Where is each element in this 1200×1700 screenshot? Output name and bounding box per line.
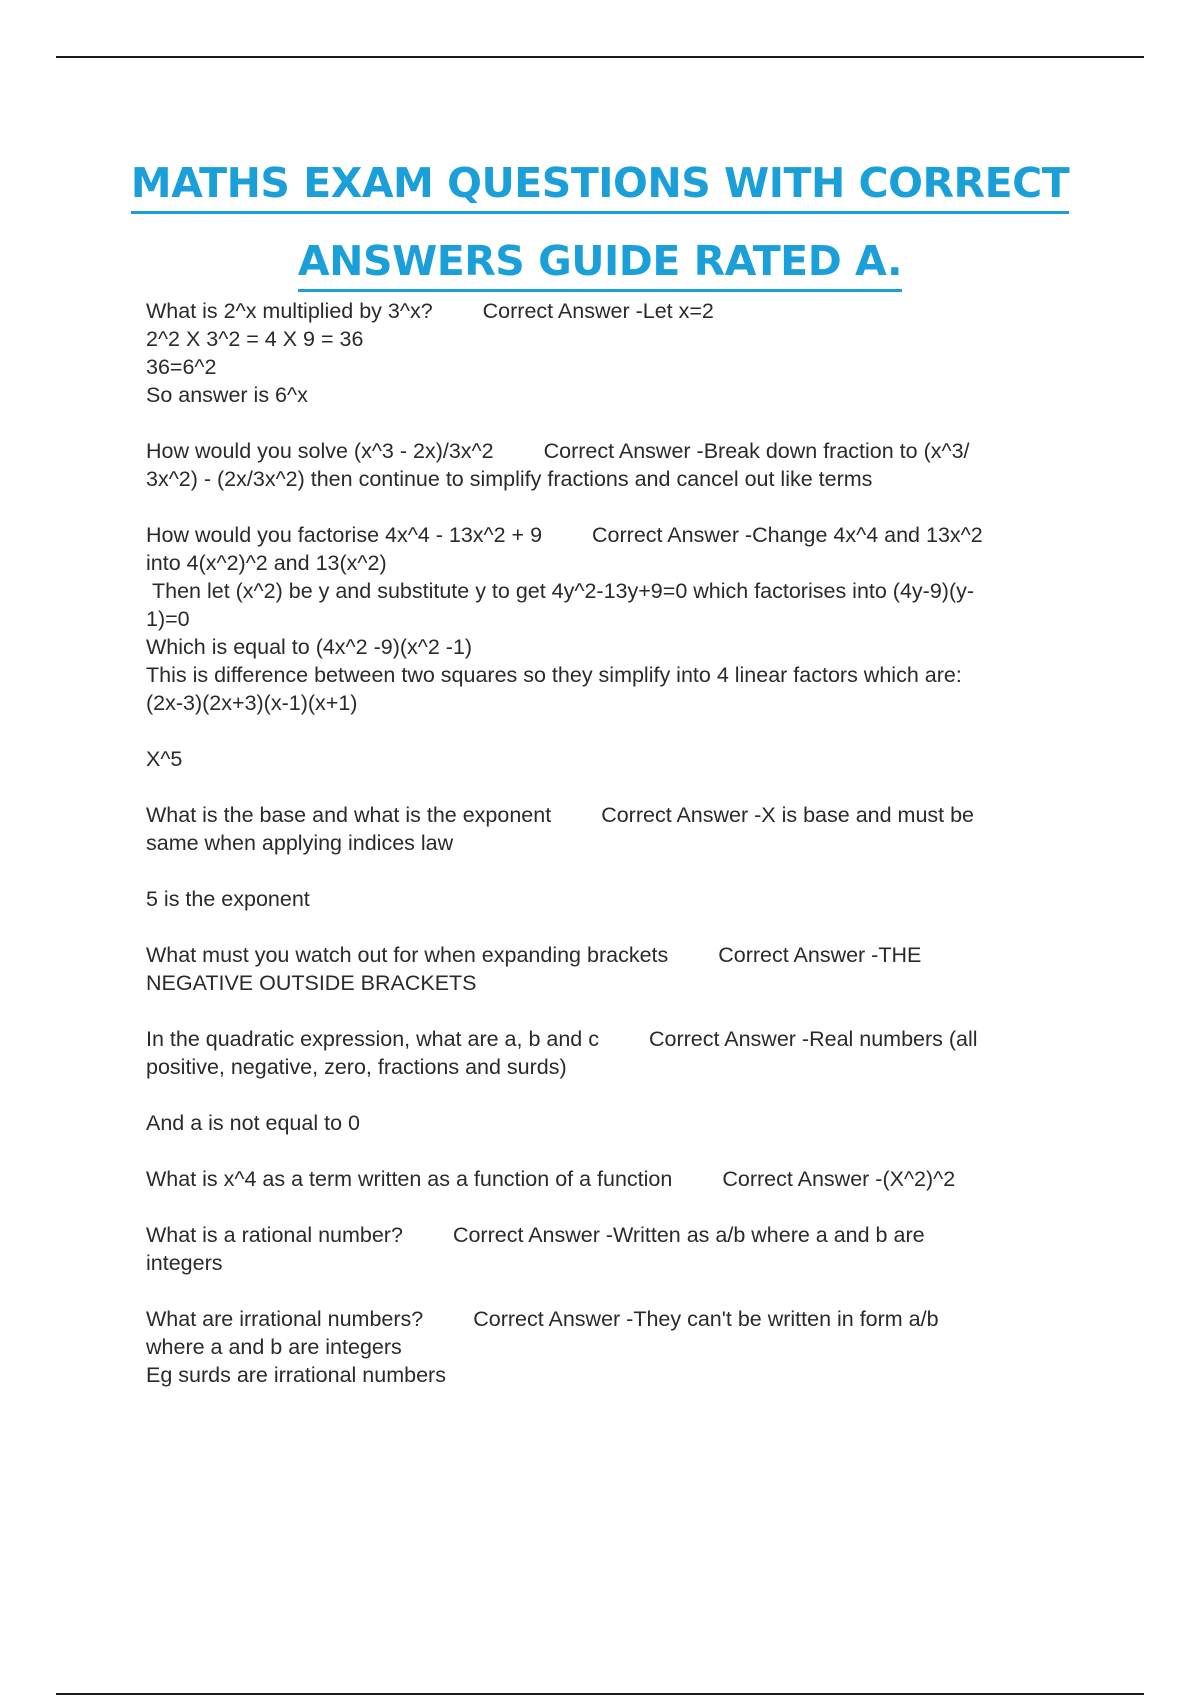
- footer-rule: [56, 1693, 1144, 1695]
- answer-text: Correct Answer -Change 4x^4 and 13x^2: [592, 523, 983, 547]
- question-text: What are irrational numbers?: [146, 1307, 424, 1331]
- answer-line: Eg surds are irrational numbers: [146, 1363, 446, 1387]
- question-text: How would you factorise 4x^4 - 13x^2 + 9: [146, 523, 543, 547]
- answer-line: 36=6^2: [146, 355, 217, 379]
- title-line-2: ANSWERS GUIDE RATED A.: [298, 235, 902, 292]
- qa-item: [146, 437, 1086, 493]
- answer-line: So answer is 6^x: [146, 383, 308, 407]
- qa-item: [146, 1305, 1086, 1389]
- qa-item: [146, 1221, 1086, 1277]
- answer-text: Correct Answer -THE: [718, 943, 922, 967]
- qa-item: [146, 1109, 1086, 1137]
- answer-line: (2x-3)(2x+3)(x-1)(x+1): [146, 691, 358, 715]
- title-line-1: MATHS EXAM QUESTIONS WITH CORRECT: [131, 157, 1069, 214]
- answer-line: NEGATIVE OUTSIDE BRACKETS: [146, 971, 477, 995]
- qa-item: [146, 745, 1086, 773]
- plain-text: 5 is the exponent: [146, 887, 310, 911]
- answer-line: This is difference between two squares so they simplify into 4 linear factors which are:: [146, 663, 962, 687]
- answer-line: into 4(x^2)^2 and 13(x^2): [146, 551, 387, 575]
- answer-text: Correct Answer -They can't be written in form a/b: [473, 1307, 939, 1331]
- qa-item: [146, 941, 1086, 997]
- answer-text: Correct Answer -Written as a/b where a and b are: [452, 1223, 925, 1247]
- document-title: [100, 148, 1100, 304]
- question-text: What is 2^x multiplied by 3^x?: [146, 299, 433, 323]
- answer-text: Correct Answer -X is base and must be: [601, 803, 975, 827]
- answer-line: 1)=0: [146, 607, 190, 631]
- question-text: What must you watch out for when expanding brackets: [146, 943, 669, 967]
- answer-text: Correct Answer -Break down fraction to (x^3/: [543, 439, 970, 463]
- qa-item: [146, 521, 1086, 717]
- answer-line: where a and b are integers: [146, 1335, 402, 1359]
- answer-text: Correct Answer -(X^2)^2: [722, 1167, 956, 1191]
- question-text: What is the base and what is the exponent: [146, 803, 552, 827]
- answer-line: 2^2 X 3^2 = 4 X 9 = 36: [146, 327, 364, 351]
- answer-line: same when applying indices law: [146, 831, 454, 855]
- answer-line: 3x^2) - (2x/3x^2) then continue to simplify fractions and cancel out like terms: [146, 467, 873, 491]
- qa-content: [146, 297, 1086, 1417]
- answer-text: Correct Answer -Real numbers (all: [648, 1027, 978, 1051]
- qa-item: [146, 801, 1086, 857]
- plain-text: And a is not equal to 0: [146, 1111, 360, 1135]
- qa-item: [146, 1165, 1086, 1193]
- header-rule: [56, 56, 1144, 58]
- question-text: What is x^4 as a term written as a function of a function: [146, 1167, 673, 1191]
- answer-line: Then let (x^2) be y and substitute y to get 4y^2-13y+9=0 which factorises into (4y-9)(y-: [146, 579, 975, 603]
- question-text: In the quadratic expression, what are a, b and c: [146, 1027, 599, 1051]
- answer-text: Correct Answer -Let x=2: [482, 299, 714, 323]
- plain-text: X^5: [146, 747, 183, 771]
- answer-line: integers: [146, 1251, 223, 1275]
- qa-item: [146, 1025, 1086, 1081]
- answer-line: Which is equal to (4x^2 -9)(x^2 -1): [146, 635, 473, 659]
- question-text: What is a rational number?: [146, 1223, 403, 1247]
- answer-line: positive, negative, zero, fractions and surds): [146, 1055, 567, 1079]
- qa-item: [146, 885, 1086, 913]
- qa-item: [146, 297, 1086, 409]
- question-text: How would you solve (x^3 - 2x)/3x^2: [146, 439, 494, 463]
